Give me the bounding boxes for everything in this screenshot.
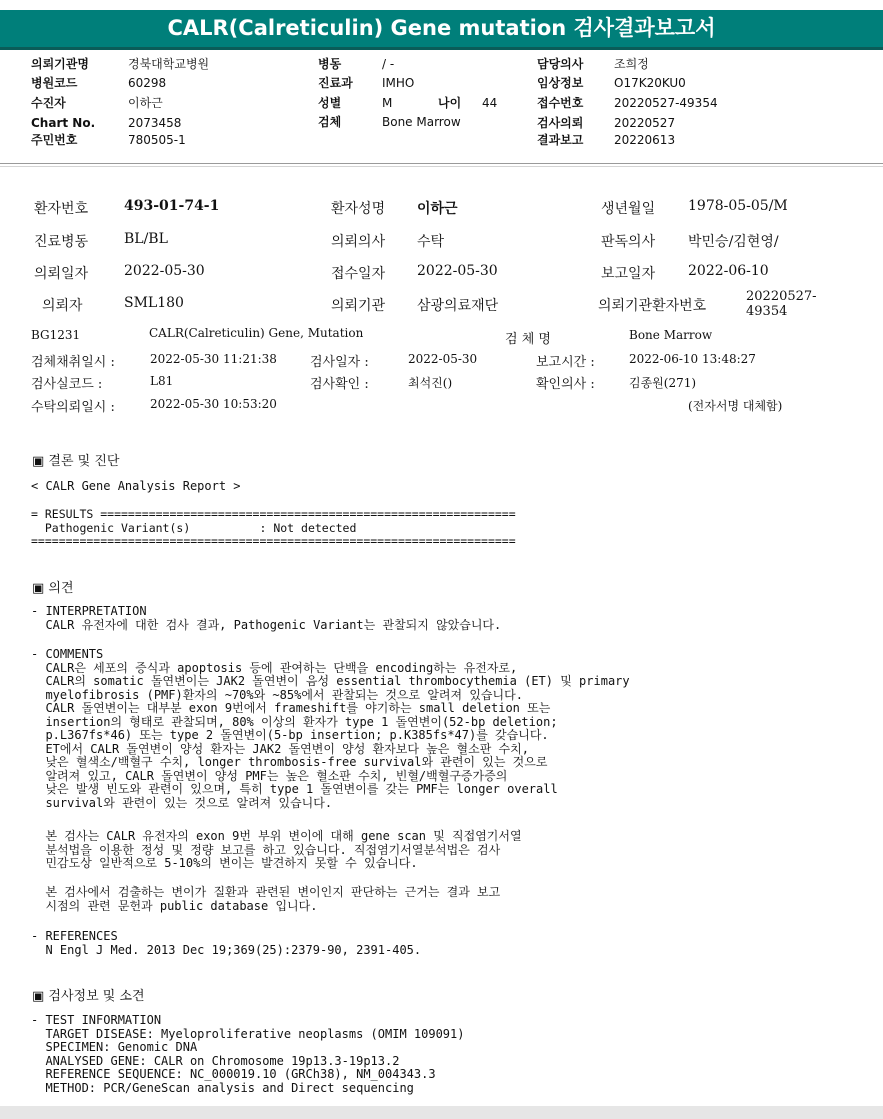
reporttime-value: 2022-06-10 13:48:27	[629, 352, 756, 366]
patient-value: 2022-05-30	[417, 263, 498, 279]
patient-value: 삼광의료재단	[417, 298, 499, 314]
hdr-value: 20220613	[614, 133, 676, 147]
test-code: BG1231	[31, 328, 81, 342]
patient-value: 1978-05-05/M	[688, 198, 788, 214]
basis-note-block: 본 검사에서 검출하는 변이가 질환과 관련된 변이인지 판단하는 근거는 결과 보고 시점의 관련 문헌과 public database 입니다.	[45, 885, 501, 913]
hdr-label: 검체	[318, 115, 342, 129]
specimen-value: Bone Marrow	[629, 328, 713, 342]
hdr-label: Chart No.	[31, 116, 96, 130]
hdr-value: Bone Marrow	[382, 115, 461, 129]
patient-label: 접수일자	[331, 266, 386, 282]
hdr-label: 결과보고	[537, 133, 584, 147]
patient-value: 수탁	[417, 234, 445, 250]
testdate-value: 2022-05-30	[408, 352, 478, 366]
patient-label: 보고일자	[601, 266, 656, 282]
patient-value: 49354	[746, 304, 788, 319]
hdr-label: 나이	[438, 96, 462, 110]
patient-label: 진료병동	[34, 234, 89, 250]
patient-value: 2022-05-30	[124, 263, 205, 279]
testdate-label: 검사일자 :	[310, 355, 369, 370]
exam-note-block: 본 검사는 CALR 유전자의 exon 9번 부위 변이에 대해 gene scan 및 직접염기서열 분석법을 이용한 정성 및 정량 보고를 하고 있습니다. 직접염기서열분석법은 검사 민감도상 일반적으로 5-10%의 변이는 발견하지 못할 수 있습니다.	[45, 829, 522, 870]
specimen-label: 검 체 명	[505, 332, 551, 347]
patient-value: 박민승/김현영/	[688, 234, 779, 250]
collect-label: 검체채취일시 :	[31, 355, 115, 370]
collect-value: 2022-05-30 11:21:38	[150, 352, 277, 366]
hdr-value: 20220527	[614, 116, 676, 130]
hdr-value: 60298	[128, 76, 167, 90]
results-block: = RESULTS ============================================================ Pathogenic Variant(s) : Not detected ======================================================================	[31, 507, 516, 548]
hdr-label: 의뢰기관명	[31, 57, 89, 71]
patient-label: 환자번호	[34, 201, 89, 217]
hdr-value: O17K20KU0	[614, 76, 686, 90]
patient-label: 의뢰기관환자번호	[598, 298, 707, 314]
report-title: CALR(Calreticulin) Gene mutation 검사결과보고서	[0, 10, 883, 47]
section-testinfo: ▣ 검사정보 및 소견	[32, 989, 145, 1004]
hdr-value: 20220527-49354	[614, 96, 718, 110]
doctor-label: 확인의사 :	[536, 377, 595, 392]
reporttime-label: 보고시간 :	[536, 355, 595, 370]
hdr-label: 접수번호	[537, 96, 584, 110]
patient-value: 20220527-	[746, 289, 817, 304]
patient-label: 의뢰기관	[331, 298, 386, 314]
hdr-label: 병동	[318, 57, 342, 71]
bottom-bar	[0, 1106, 883, 1119]
confirm-label: 검사확인 :	[310, 377, 369, 392]
test-information-block: - TEST INFORMATION TARGET DISEASE: Myeloproliferative neoplasms (OMIM 109091) SPECIMEN: Genomic DNA ANALYSED GENE: CALR on Chromosome 19p13.3-19p13.2 REFERENCE SEQUENCE: NC_000019.10 (GRCh38), NM_004343.3 METHOD: PCR/GeneScan analysis and Direct sequencing	[31, 1013, 465, 1095]
section-conclusion: ▣ 결론 및 진단	[32, 454, 120, 469]
patient-table	[0, 0, 883, 330]
hdr-value: M	[382, 96, 393, 110]
patient-label: 생년월일	[601, 201, 656, 217]
room-value: L81	[150, 374, 174, 388]
hdr-label: 진료과	[318, 76, 353, 90]
section-opinion: ▣ 의견	[32, 581, 74, 596]
hdr-value: 44	[482, 96, 498, 110]
hdr-value: 경북대학교병원	[128, 57, 210, 71]
report-heading: < CALR Gene Analysis Report >	[31, 479, 241, 493]
patient-label: 의뢰일자	[34, 266, 89, 282]
hdr-label: 성별	[318, 96, 342, 110]
consign-value: 2022-05-30 10:53:20	[150, 397, 277, 411]
references-block: - REFERENCES N Engl J Med. 2013 Dec 19;369(25):2379-90, 2391-405.	[31, 929, 422, 957]
hdr-value: 이하근	[128, 96, 163, 110]
confirm-value: 최석진()	[408, 376, 453, 390]
hdr-value: 조희정	[614, 57, 649, 71]
comments-block: - COMMENTS CALR은 세포의 증식과 apoptosis 등에 관여하는 단백을 encoding하는 유전자로, CALR의 somatic 돌연변이는 JAK2 돌연변이 음성 essential thrombocythemia (ET) 및 primary myelofibrosis (PMF)환자의 ~70%와 ~85%에서 관찰되는 것으로 알려져 있습니다. CALR 돌연변이는 대부분 exon 9번에서 frameshift를 야기하는 small deletion 또는 insertion의 형태로 관찰되며, 80% 이상의 환자가 type 1 돌연변이(52-bp deletion; p.L367fs*46) 또는 type 2 돌연변이(5-bp insertion; p.K385fs*47)를 갖습니다. ET에서 CALR 돌연변이 양성 환자는 JAK2 돌연변이 양성 환자보다 높은 혈소판 수치, 낮은 혈색소/백혈구 수치, longer thrombosis-free survival와 관련이 있는 것으로 알려져 있고, CALR 돌연변이 양성 PMF는 높은 혈소판 수치, 빈혈/백혈구증가증의 낮은 발생 빈도와 관련이 있으며, 특히 type 1 돌연변이를 갖는 PMF는 longer overall survival와 관련이 있는 것으로 알려져 있습니다.	[31, 647, 630, 810]
patient-id: 493-01-74-1	[124, 198, 220, 214]
consign-label: 수탁의뢰일시 :	[31, 400, 115, 415]
interpretation-block: - INTERPRETATION CALR 유전자에 대한 검사 결과, Pathogenic Variant는 관찰되지 않았습니다.	[31, 604, 502, 632]
hdr-label: 병원코드	[31, 76, 78, 90]
hdr-label: 주민번호	[31, 133, 78, 147]
hdr-label: 수진자	[31, 96, 66, 110]
esign-note: (전자서명 대체함)	[688, 399, 783, 413]
hdr-value: / -	[382, 57, 395, 71]
hdr-value: 2073458	[128, 116, 182, 130]
test-name: CALR(Calreticulin) Gene, Mutation	[149, 326, 364, 340]
room-label: 검사실코드 :	[31, 377, 103, 392]
patient-value: SML180	[124, 295, 184, 311]
hdr-label: 임상정보	[537, 76, 584, 90]
patient-label: 의뢰자	[42, 298, 83, 314]
patient-label: 의뢰의사	[331, 234, 386, 250]
patient-value: BL/BL	[124, 231, 168, 247]
doctor-value: 김종원(271)	[629, 376, 697, 390]
hdr-value: IMHO	[382, 76, 415, 90]
patient-label: 환자성명	[331, 201, 386, 217]
hdr-label: 검사의뢰	[537, 116, 584, 130]
patient-label: 판독의사	[601, 234, 656, 250]
patient-value: 2022-06-10	[688, 263, 769, 279]
hdr-value: 780505-1	[128, 133, 186, 147]
hdr-label: 담당의사	[537, 57, 584, 71]
patient-name: 이하근	[417, 201, 458, 217]
